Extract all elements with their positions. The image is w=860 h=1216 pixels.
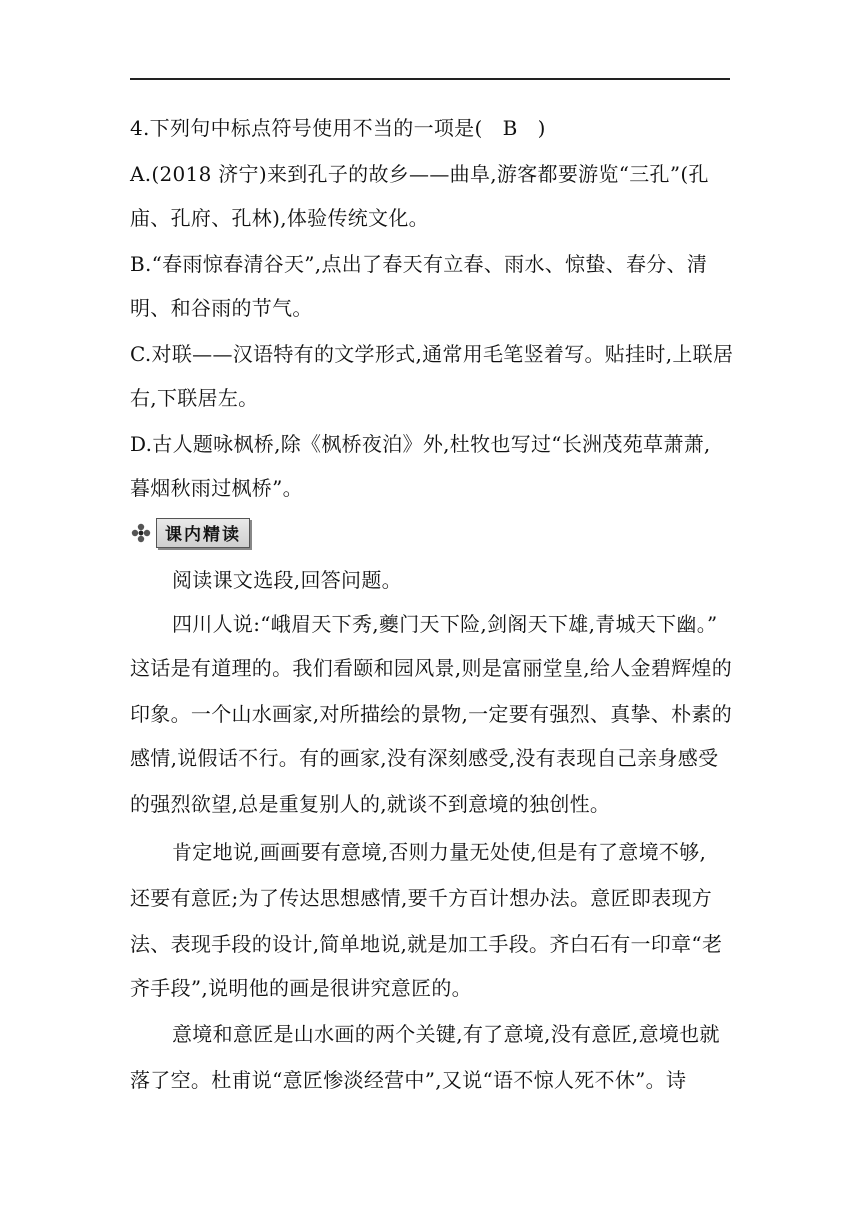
paragraph-1-line-1: 四川人说:“峨眉天下秀,夔门天下险,剑阁天下雄,青城天下幽。” — [172, 612, 718, 636]
paragraph-1-line-5: 的强烈欲望,总是重复别人的,就谈不到意境的独创性。 — [130, 792, 611, 816]
paragraph-1-line-2: 这话是有道理的。我们看颐和园风景,则是富丽堂皇,给人金碧辉煌的 — [130, 656, 733, 680]
paragraph-3-line-2: 落了空。杜甫说“意匠惨淡经营中”,又说“语不惊人死不休”。诗 — [130, 1068, 687, 1092]
paragraph-3-line-1: 意境和意匠是山水画的两个关键,有了意境,没有意匠,意境也就 — [172, 1022, 720, 1046]
header-rule — [130, 78, 730, 80]
paragraph-2-line-1: 肯定地说,画画要有意境,否则力量无处使,但是有了意境不够, — [172, 840, 707, 864]
paragraph-2-line-4: 齐手段”,说明他的画是很讲究意匠的。 — [130, 976, 472, 1000]
reading-instruction: 阅读课文选段,回答问题。 — [172, 568, 402, 592]
option-d-line-1: D.古人题咏枫桥,除《枫桥夜泊》外,杜牧也写过“长洲茂苑草萧萧, — [130, 432, 711, 456]
question-stem — [130, 114, 546, 142]
option-d-line-2: 暮烟秋雨过枫桥”。 — [130, 476, 303, 500]
section-header — [130, 518, 250, 548]
paragraph-2-line-2: 还要有意匠;为了传达思想感情,要千方百计想办法。意匠即表现方 — [130, 886, 713, 910]
option-a-line-1: A.(2018 济宁)来到孔子的故乡——曲阜,游客都要游览“三孔”(孔 — [130, 162, 709, 186]
option-c-line-1: C.对联——汉语特有的文学形式,通常用毛笔竖着写。贴挂时,上联居 — [130, 342, 734, 366]
question-stem-prefix: 4.下列句中标点符号使用不当的一项是( — [130, 116, 483, 140]
option-c-line-2: 右,下联居左。 — [130, 386, 259, 410]
section-label: 课内精读 — [156, 518, 250, 548]
paragraph-2-line-3: 法、表现手段的设计,简单地说,就是加工手段。齐白石有一印章“老 — [130, 932, 723, 956]
answer-letter: B — [502, 116, 518, 140]
option-b-line-2: 明、和谷雨的节气。 — [130, 296, 313, 320]
option-b-line-1: B.“春雨惊春清谷天”,点出了春天有立春、雨水、惊蛰、春分、清 — [130, 252, 708, 276]
fleur-icon — [130, 522, 152, 544]
question-stem-suffix: ) — [537, 116, 546, 140]
option-a-line-2: 庙、孔府、孔林),体验传统文化。 — [130, 206, 429, 230]
paragraph-1-line-4: 感情,说假话不行。有的画家,没有深刻感受,没有表现自己亲身感受 — [130, 746, 719, 770]
answer-spacer-right — [518, 116, 538, 140]
paragraph-1-line-3: 印象。一个山水画家,对所描绘的景物,一定要有强烈、真挚、朴素的 — [130, 702, 733, 726]
answer-spacer-left — [483, 116, 503, 140]
